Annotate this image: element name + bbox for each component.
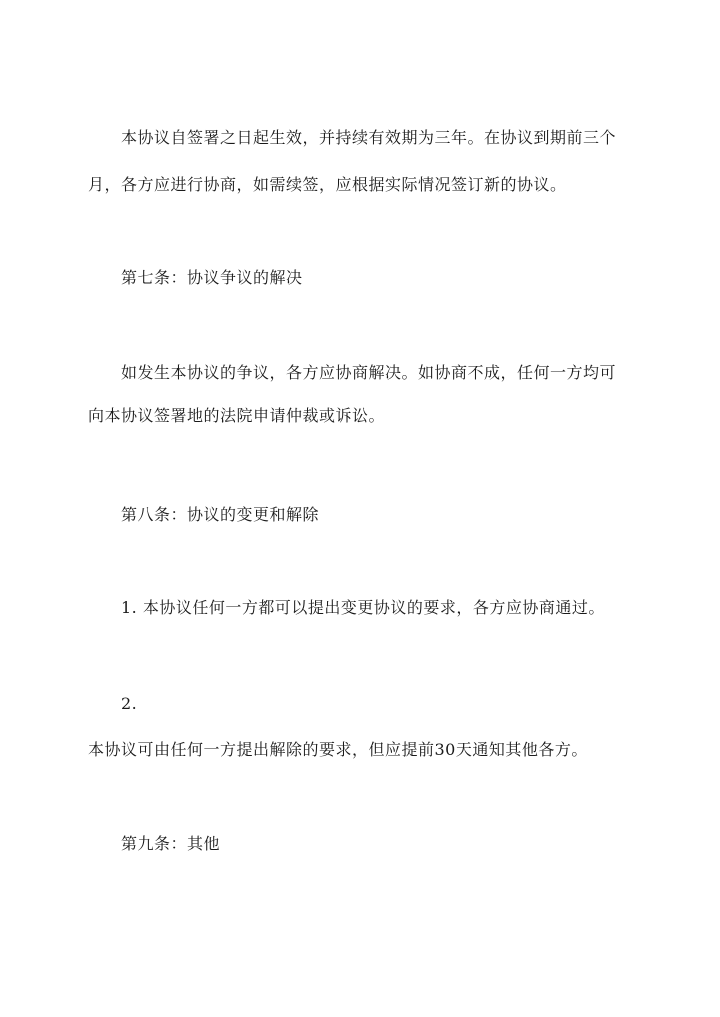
- term-paragraph-line-1: 本协议自签署之日起生效，并持续有效期为三年。在协议到期前三个: [121, 128, 617, 147]
- list-item-1: 1. 本协议任何一方都可以提出变更协议的要求，各方应协商通过。: [121, 598, 605, 617]
- dispute-paragraph-line-2: 向本协议签署地的法院申请仲裁或诉讼。: [88, 406, 386, 425]
- list-item-2-text: 本协议可由任何一方提出解除的要求，但应提前30天通知其他各方。: [88, 740, 588, 759]
- term-paragraph-line-2: 月，各方应进行协商，如需续签，应根据实际情况签订新的协议。: [88, 175, 567, 194]
- list-item-2-number: 2.: [121, 694, 138, 713]
- article-9-heading: 第九条：其他: [121, 834, 221, 853]
- article-8-heading: 第八条：协议的变更和解除: [121, 505, 320, 524]
- article-7-heading: 第七条：协议争议的解决: [121, 268, 303, 287]
- dispute-paragraph-line-1: 如发生本协议的争议，各方应协商解决。如协商不成，任何一方均可: [121, 363, 617, 382]
